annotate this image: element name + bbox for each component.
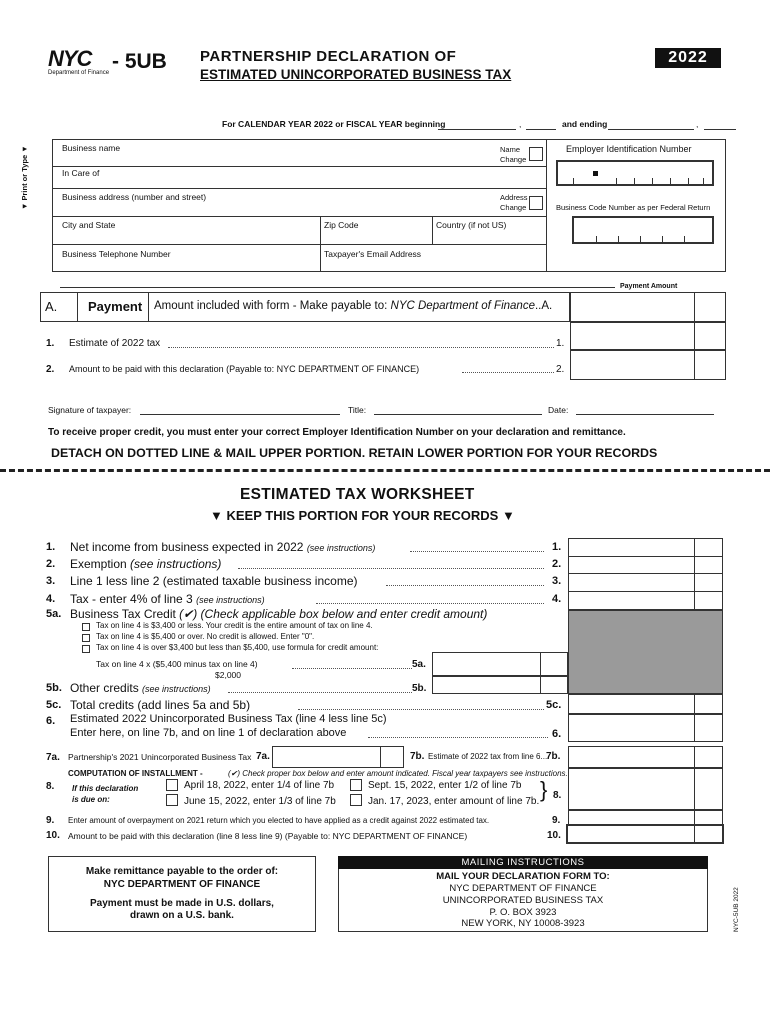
fy-begin-year-field[interactable] (526, 129, 556, 130)
payment-a-title: Payment (88, 299, 143, 314)
ws-l2-num: 2. (46, 558, 56, 570)
mailing-line-3: UNINCORPORATED BUSINESS TAX (442, 895, 604, 906)
period-label: For CALENDAR YEAR 2022 or FISCAL YEAR beginning (222, 119, 446, 129)
credit-option-1: Tax on line 4 is $3,400 or less. Your credit is the entire amount of tax on line 4. (96, 621, 373, 630)
country-label: Country (if not US) (436, 220, 507, 230)
remit-line-2: NYC DEPARTMENT OF FINANCE (103, 879, 261, 890)
zip-divider (320, 216, 321, 272)
logo-subtext: Department of Finance (48, 70, 110, 76)
ws-line-10-cell[interactable] (566, 824, 724, 844)
ws-l5b-end: 5b. (412, 683, 427, 694)
ein-input[interactable] (556, 160, 714, 186)
print-or-type-label: ▼ Print or Type ▼ (20, 145, 29, 210)
ws-l4-leader (316, 603, 544, 604)
ws-5b-leader (228, 692, 412, 693)
mailing-line-4: P. O. BOX 3923 (489, 907, 557, 918)
ws-row-line-3 (568, 591, 723, 592)
ws-l3-leader (386, 585, 544, 586)
remit-line-1: Make remittance payable to the order of: (85, 866, 279, 877)
row-line-1 (52, 166, 546, 167)
ws-l6-end: 6. (552, 728, 562, 740)
line-8-brace: } (540, 777, 548, 802)
due-april-text: April 18, 2022, enter 1/4 of line 7b (184, 780, 335, 791)
in-care-of-label: In Care of (62, 168, 100, 178)
form-code: - 5UB (112, 50, 167, 73)
mailing-line-1: MAIL YOUR DECLARATION FORM TO: (436, 871, 610, 882)
ws-l1-leader (410, 551, 544, 552)
remit-line-3: Payment must be made in U.S. dollars, (90, 898, 274, 909)
ws-l2-end: 2. (552, 558, 562, 570)
ws-5a-leader (292, 668, 412, 669)
ws-l5c-text: Total credits (add lines 5a and 5b) (70, 698, 251, 712)
ws-7b-cents (694, 746, 695, 768)
due-june-checkbox[interactable] (166, 794, 178, 806)
zip-label: Zip Code (324, 220, 359, 230)
ws-8-cents (694, 768, 695, 810)
fy-end-year-field[interactable] (704, 129, 736, 130)
ws-l8-num: 8. (46, 781, 55, 792)
worksheet-subtitle: ▼ KEEP THIS PORTION FOR YOUR RECORDS ▼ (210, 508, 515, 523)
payment-a-divider-2 (148, 292, 149, 322)
remit-line-4: drawn on a U.S. bank. (130, 910, 234, 921)
ws-line-5a-cell[interactable] (432, 652, 568, 676)
line-2-end: 2. (556, 364, 565, 375)
row-line-4 (52, 244, 546, 245)
name-change-checkbox[interactable] (529, 147, 543, 161)
due-sept-text: Sept. 15, 2022, enter 1/2 of line 7b (368, 780, 522, 791)
period-comma-1: , (519, 119, 522, 129)
ws-line-5b-cell[interactable] (432, 676, 568, 694)
footer-form-code: NYC-5UB 2022 (733, 887, 740, 932)
payment-a-label: A. (45, 299, 58, 314)
payment-amount-header: Payment Amount (620, 283, 678, 290)
row-line-3 (52, 216, 546, 217)
ws-l3-end: 3. (552, 575, 562, 587)
signature-label: Signature of taxpayer: (48, 405, 132, 415)
ws-line-6-cell[interactable] (568, 714, 723, 742)
line-1-text: Estimate of 2022 tax (69, 338, 161, 349)
payment-cents-divider-1 (694, 322, 695, 380)
ws-l5c-num: 5c. (46, 699, 62, 711)
computation-text: (✔) Check proper box below and enter amount indicated. Fiscal year taxpayers see instructions. (228, 769, 568, 778)
due-april-checkbox[interactable] (166, 779, 178, 791)
nyc-logo: NYC (48, 46, 92, 71)
line-1-leader (168, 347, 554, 348)
ws-5c-leader (298, 709, 544, 710)
ws-l8-due: is due on: (72, 795, 110, 804)
ws-l5a-text: Business Tax Credit (✔) (Check applicable box below and enter credit amount) (70, 607, 488, 621)
ws-l10-num: 10. (46, 830, 60, 841)
line-1-end: 1. (556, 338, 565, 349)
ws-l7b-end: 7b. (546, 751, 561, 762)
payment-a-text: Amount included with form - Make payable to: NYC Department of Finance..A. (154, 300, 553, 312)
bcn-input[interactable] (572, 216, 714, 244)
address-change-label: Address Change (500, 193, 528, 212)
ws-l7a-num: 7a. (46, 752, 60, 763)
ws-l1-num: 1. (46, 541, 56, 553)
credit-option-2-checkbox[interactable] (82, 634, 90, 642)
payment-amount-cell[interactable] (570, 292, 726, 322)
credit-formula-denominator: $2,000 (215, 670, 241, 680)
title-field[interactable] (374, 414, 542, 415)
mailing-header: MAILING INSTRUCTIONS (338, 856, 708, 869)
period-ending-label: and ending (562, 119, 608, 129)
form-title-1: PARTNERSHIP DECLARATION OF (200, 48, 457, 65)
mailing-line-5: NEW YORK, NY 10008-3923 (461, 918, 585, 929)
name-change-label: Name Change (500, 145, 527, 164)
ws-7a-cents (380, 746, 381, 768)
ws-l5c-end: 5c. (546, 699, 562, 711)
due-sept-checkbox[interactable] (350, 779, 362, 791)
ws-l10-text: Amount to be paid with this declaration (line 8 less line 9) (Payable to: NYC DEPARTMENT OF FINANCE) (68, 831, 468, 841)
ws-l2-text: Exemption (see instructions) (70, 557, 222, 571)
signature-field[interactable] (140, 414, 340, 415)
period-comma-2: , (696, 119, 699, 129)
line-2-text: Amount to be paid with this declaration (Payable to: NYC DEPARTMENT OF FINANCE) (69, 364, 420, 374)
address-label: Business address (number and street) (62, 192, 207, 202)
ws-l1-end: 1. (552, 541, 562, 553)
ws-l6-text-a: Estimated 2022 Unincorporated Business Tax (line 4 less line 5c) (70, 713, 387, 725)
ws-l1-text: Net income from business expected in 2022 (see instructions) (70, 540, 376, 554)
ws-cents-divider-1 (694, 538, 695, 610)
credit-formula: Tax on line 4 x ($5,400 minus tax on line 4) (96, 659, 258, 669)
ws-l5a-end: 5a. (412, 659, 426, 670)
fy-end-field[interactable] (608, 129, 694, 130)
ws-row-line-1 (568, 556, 723, 557)
ws-l3-num: 3. (46, 575, 56, 587)
date-field[interactable] (576, 414, 714, 415)
ws-l7a-end: 7a. (256, 751, 270, 762)
form-title-2: ESTIMATED UNINCORPORATED BUSINESS TAX (200, 67, 512, 82)
date-label: Date: (548, 405, 569, 415)
ws-l3-text: Line 1 less line 2 (estimated taxable business income) (70, 574, 358, 588)
ws-9-cents (694, 810, 695, 844)
due-jan-text: Jan. 17, 2023, enter amount of line 7b. (368, 796, 540, 807)
bcn-label: Business Code Number as per Federal Return (556, 203, 711, 212)
title-label: Title: (348, 405, 367, 415)
ws-l6-text-b: Enter here, on line 7b, and on line 1 of declaration above (70, 727, 347, 739)
city-state-label: City and State (62, 220, 116, 230)
due-june-text: June 15, 2022, enter 1/3 of line 7b (184, 796, 336, 807)
phone-label: Business Telephone Number (62, 249, 171, 259)
tax-year-badge: 2022 (655, 48, 721, 68)
ws-row-line-2 (568, 573, 723, 574)
ein-separator-dot (593, 171, 598, 176)
email-label: Taxpayer's Email Address (324, 249, 422, 259)
payment-a-divider-1 (77, 292, 78, 322)
payment-cents-divider-a (694, 292, 695, 322)
ws-l9-num: 9. (46, 815, 55, 826)
credit-option-3-checkbox[interactable] (82, 645, 90, 653)
ws-l4-text: Tax - enter 4% of line 3 (see instructions) (70, 592, 265, 606)
ws-l8-end: 8. (553, 790, 562, 801)
info-divider (546, 139, 547, 272)
credit-option-3: Tax on line 4 is over $3,400 but less than $5,400, use formula for credit amount: (96, 643, 379, 652)
line-2-num: 2. (46, 364, 55, 375)
ws-l4-end: 4. (552, 593, 562, 605)
business-name-label: Business name (62, 143, 121, 153)
fy-begin-field[interactable] (438, 129, 516, 130)
line-2-amount-cell[interactable] (570, 350, 726, 380)
detach-line (0, 469, 770, 472)
line-1-amount-cell[interactable] (570, 322, 726, 350)
ws-l9-text: Enter amount of overpayment on 2021 return which you elected to have applied as a credit against 2022 estimated tax. (68, 816, 490, 825)
ws-l5b-num: 5b. (46, 682, 62, 694)
ws-6-leader (368, 737, 548, 738)
line-2-leader (462, 372, 554, 373)
worksheet-title: ESTIMATED TAX WORKSHEET (240, 486, 475, 503)
ws-l9-end: 9. (552, 815, 561, 826)
line-1-num: 1. (46, 338, 55, 349)
ws-l7b-label: 7b. (410, 751, 425, 762)
ws-l5b-text: Other credits (see instructions) (70, 681, 211, 695)
mailing-line-2: NYC DEPARTMENT OF FINANCE (449, 883, 597, 894)
ws-line-8-cell[interactable] (568, 768, 723, 810)
ws-amount-column (568, 538, 723, 610)
ws-cents-divider-2 (694, 694, 695, 742)
ws-l7b-text: Estimate of 2022 tax from line 6... (428, 752, 548, 761)
ws-l6-num: 6. (46, 715, 56, 727)
ein-label: Employer Identification Number (566, 144, 692, 154)
ws-line-5c-cell[interactable] (568, 694, 723, 714)
country-divider (432, 216, 433, 244)
ws-l4-num: 4. (46, 593, 56, 605)
ws-line-7b-cell[interactable] (568, 746, 723, 768)
credit-option-1-checkbox[interactable] (82, 623, 90, 631)
credit-option-2: Tax on line 4 is $5,400 or over. No credit is allowed. Enter "0". (96, 632, 315, 641)
row-line-2 (52, 188, 546, 189)
ws-l5a-num: 5a. (46, 608, 62, 620)
due-jan-checkbox[interactable] (350, 794, 362, 806)
ws-l8-if: If this declaration (72, 784, 139, 793)
credit-notice: To receive proper credit, you must enter your correct Employer Identification Number on your declaration and remittance. (48, 427, 626, 438)
ws-l7a-text: Partnership's 2021 Unincorporated Business Tax (68, 752, 252, 762)
detach-instruction: DETACH ON DOTTED LINE & MAIL UPPER PORTION. RETAIN LOWER PORTION FOR YOUR RECORDS (51, 446, 658, 460)
ws-shaded-area (568, 610, 723, 694)
payment-header-line (60, 287, 615, 288)
ws-line-7a-cell[interactable] (272, 746, 404, 768)
address-change-checkbox[interactable] (529, 196, 543, 210)
ws-l2-leader (238, 568, 544, 569)
ws-l10-end: 10. (547, 830, 561, 841)
computation-label: COMPUTATION OF INSTALLMENT - (68, 769, 203, 778)
